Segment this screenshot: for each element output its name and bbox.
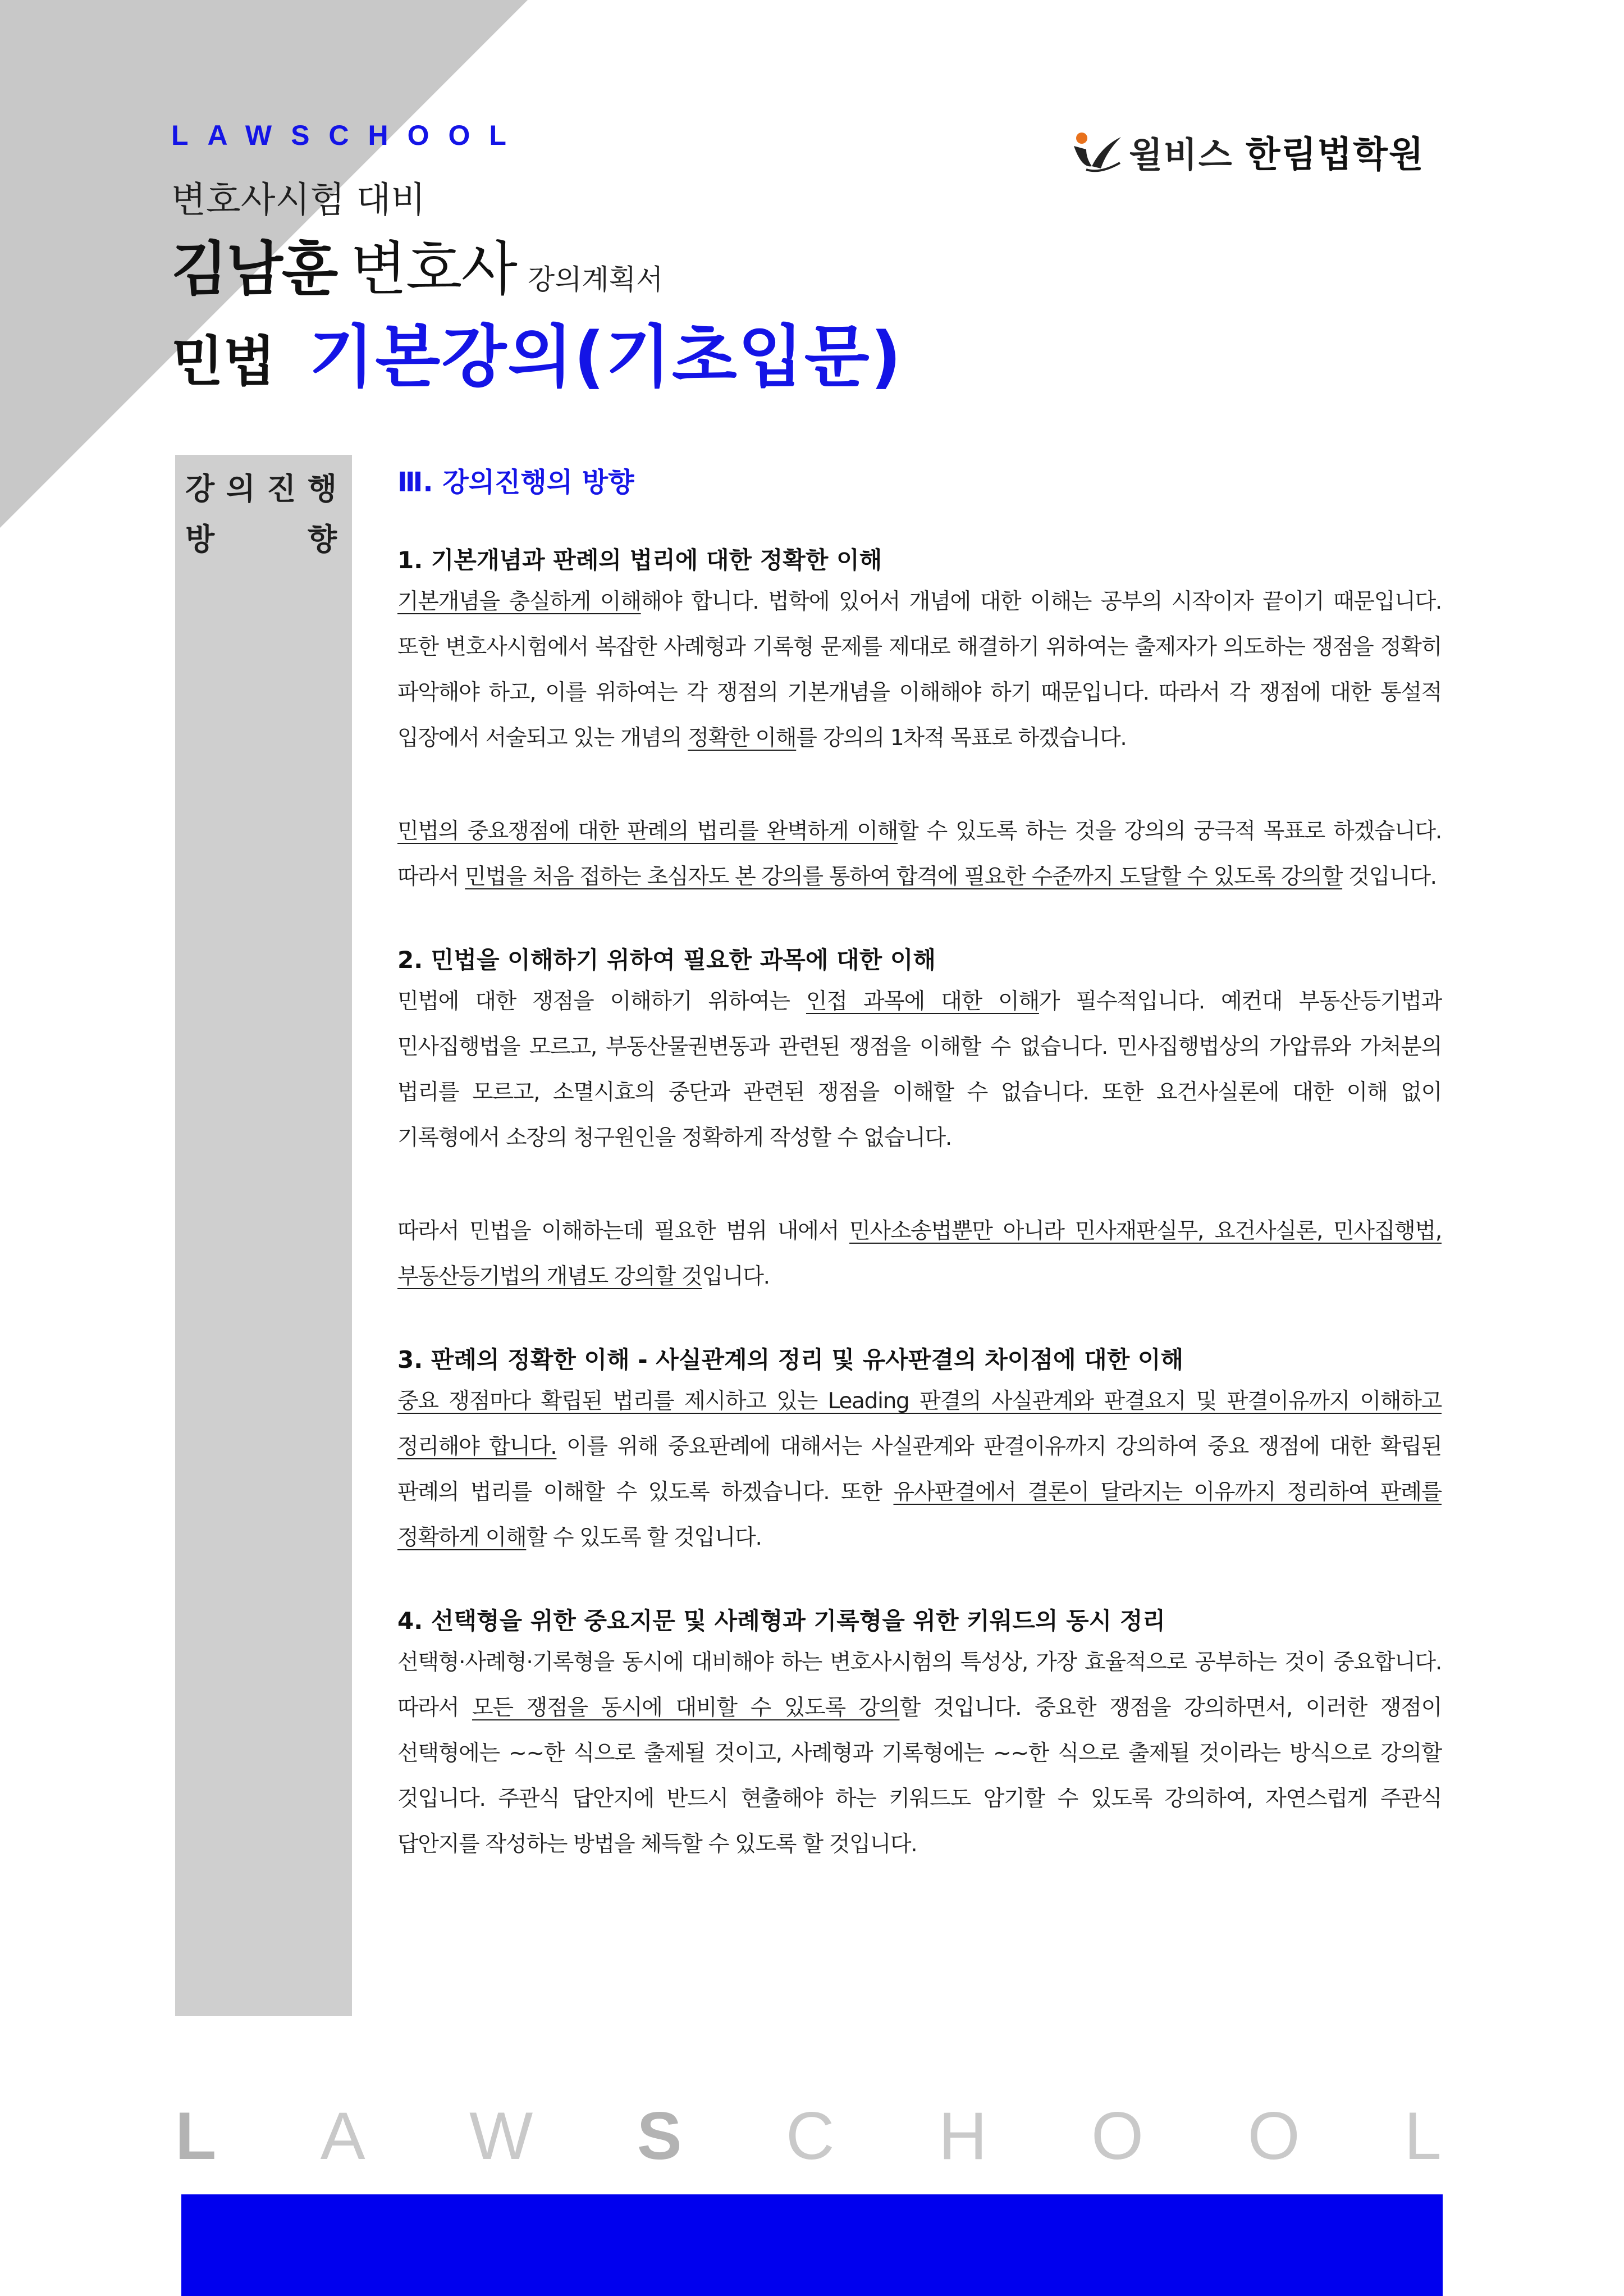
text-run: 를 강의의 1차적 목표로 하겠습니다. (796, 725, 1127, 751)
footer-letter: C (785, 2098, 835, 2174)
sidebar-label-line1 (185, 465, 337, 508)
paragraph (397, 1640, 1442, 1867)
text-run-underlined: 유사판결에서 결론이 달라지는 이유까지 정리하여 판례를 정확하게 이해 (397, 1480, 1442, 1550)
lecturer-name: 김남훈 (171, 235, 337, 303)
paragraph (397, 579, 1442, 761)
exam-subtitle: 변호사시험 대비 (171, 180, 426, 221)
text-run-underlined: 중요 쟁점마다 확립된 법리를 제시하고 있는 Leading 판결의 사실관계와 판결요지 및 판결이유까지 이해하고 정리해야 합니다. (397, 1389, 1442, 1459)
footer-letter: H (938, 2098, 987, 2174)
text-run: 따라서 민법을 이해하는데 필요한 범위 내에서 (397, 1218, 850, 1244)
item-heading: 4. 선택형을 위한 중요지문 및 사례형과 기록형을 위한 키워드의 동시 정리 (397, 1607, 1165, 1635)
sidebar-char: 강 (185, 471, 215, 506)
content-item-4 (397, 1603, 1442, 1867)
lecturer-role: 변호사 (350, 235, 516, 303)
text-run: 할 수 있도록 할 것입니다. (526, 1525, 762, 1550)
footer-lawschool-letters (175, 2097, 1442, 2175)
paragraph (397, 809, 1442, 900)
text-run-underlined: 기본개념을 충실하게 이해 (397, 589, 641, 614)
text-run: 가 필수적입니다. 예컨대 부동산등기법과 민사집행법을 모르고, 부동산물권변동과 관련된 쟁점을 이해할 수 없습니다. 민사집행법상의 가압류와 가처분의 법리를 모르고, 소멸시효의 중단과 관련된 쟁점을 이해할 수 없습니다. 또한 요건사실론에 대한 이해 없이 기록형에서 소장의 청구원인을 정확하게 작성할 수 없습니다. (397, 989, 1442, 1151)
brand-lawschool: LAWSCHOOL (171, 120, 525, 151)
main-content (397, 455, 1442, 1867)
sidebar-char: 방 (185, 522, 215, 557)
sidebar-panel (175, 455, 352, 2016)
sidebar-char: 진 (267, 471, 296, 506)
paragraph (397, 1378, 1442, 1560)
sidebar-char: 향 (307, 522, 337, 557)
text-run: 선택형·사례형·기록형을 동시에 대비해야 하는 변호사시험의 특성상, 가장 효율적으로 공부하는 것이 중요합니다. 따라서 (397, 1650, 1442, 1720)
text-run: 이를 위해 중요판례에 대해서는 사실관계와 판결이유까지 강의하여 중요 쟁점에 대한 확립된 판례의 법리를 이해할 수 있도록 하겠습니다. 또한 (397, 1434, 1442, 1505)
item-heading: 2. 민법을 이해하기 위하여 필요한 과목에 대한 이해 (397, 946, 936, 974)
item-heading: 1. 기본개념과 판례의 법리에 대한 정확한 이해 (397, 546, 882, 574)
section-title: Ⅲ. 강의진행의 방향 (397, 467, 634, 498)
logo-mark-icon (1069, 129, 1126, 174)
course-subject: 민법 (171, 330, 276, 393)
content-item-2 (397, 942, 1442, 1299)
sidebar-char: 의 (226, 471, 255, 506)
text-run: 할 수 있도록 하는 것을 강의의 궁극적 목표로 하겠습니다. 따라서 (397, 819, 1442, 889)
text-run-underlined: 인접 과목에 대한 이해 (806, 989, 1039, 1014)
item-heading: 3. 판례의 정확한 이해 - 사실관계의 정리 및 유사판결의 차이점에 대한 이해 (397, 1346, 1184, 1373)
text-run: 해야 합니다. 법학에 있어서 개념에 대한 이해는 공부의 시작이자 끝이기 때문입니다. 또한 변호사시험에서 복잡한 사례형과 기록형 문제를 제대로 해결하기 위하여는 출제자가 의도하는 쟁점을 정확히 파악해야 하고, 이를 위하여는 각 쟁점의 기본개념을 이해해야 하기 때문입니다. 따라서 각 쟁점에 대한 통설적 입장에서 서술되고 있는 개념의 (397, 589, 1442, 751)
footer-letter: W (469, 2098, 533, 2174)
logo-text-willbis: 윌비스 (1129, 134, 1233, 175)
footer-letter: L (175, 2098, 217, 2174)
sidebar-char: 행 (307, 471, 337, 506)
text-run: 것입니다. (1342, 864, 1437, 889)
footer-letter: O (1247, 2098, 1300, 2174)
footer-blue-bar (181, 2194, 1443, 2296)
text-run-underlined: 정확한 이해 (688, 725, 797, 751)
logo-text-hallym: 한림법학원 (1245, 134, 1425, 176)
text-run: 입니다. (702, 1264, 770, 1289)
paragraph (397, 1208, 1442, 1299)
text-run: 할 것입니다. 중요한 쟁점을 강의하면서, 이러한 쟁점이 선택형에는 ~~한 식으로 출제될 것이고, 사례형과 기록형에는 ~~한 식으로 출제될 것이라는 방식으로 강의할 것입니다. 주관식 답안지에 반드시 현출해야 하는 키워드도 암기할 수 있도록 강의하여, 자연스럽게 주관식 답안지를 작성하는 방법을 체득할 수 있도록 할 것입니다. (397, 1695, 1442, 1857)
paragraph (397, 979, 1442, 1161)
text-run-underlined: 민법을 처음 접하는 초심자도 본 강의를 통하여 합격에 필요한 수준까지 도달할 수 있도록 강의할 (465, 864, 1343, 889)
course-title: 기본강의(기초입문) (309, 318, 903, 396)
footer-letter: L (1404, 2098, 1442, 2174)
content-item-3 (397, 1341, 1442, 1560)
text-run: 민법에 대한 쟁점을 이해하기 위하여는 (397, 989, 806, 1014)
sidebar-label-line2 (185, 515, 337, 559)
footer-letter: S (637, 2098, 682, 2174)
doc-type: 강의계획서 (527, 263, 664, 296)
academy-logo (1069, 126, 1425, 177)
text-run-underlined: 민사소송법뿐만 아니라 민사재판실무, 요건사실론, 민사집행법, 부동산등기법의 개념도 강의할 것 (397, 1218, 1442, 1289)
footer-letter: A (320, 2098, 365, 2174)
text-run-underlined: 민법의 중요쟁점에 대한 판례의 법리를 완벽하게 이해 (397, 819, 898, 844)
content-item-1 (397, 542, 1442, 900)
course-line (171, 303, 903, 400)
lecturer-line (171, 222, 663, 306)
footer-letter: O (1091, 2098, 1144, 2174)
text-run-underlined: 모든 쟁점을 동시에 대비할 수 있도록 강의 (472, 1695, 900, 1720)
